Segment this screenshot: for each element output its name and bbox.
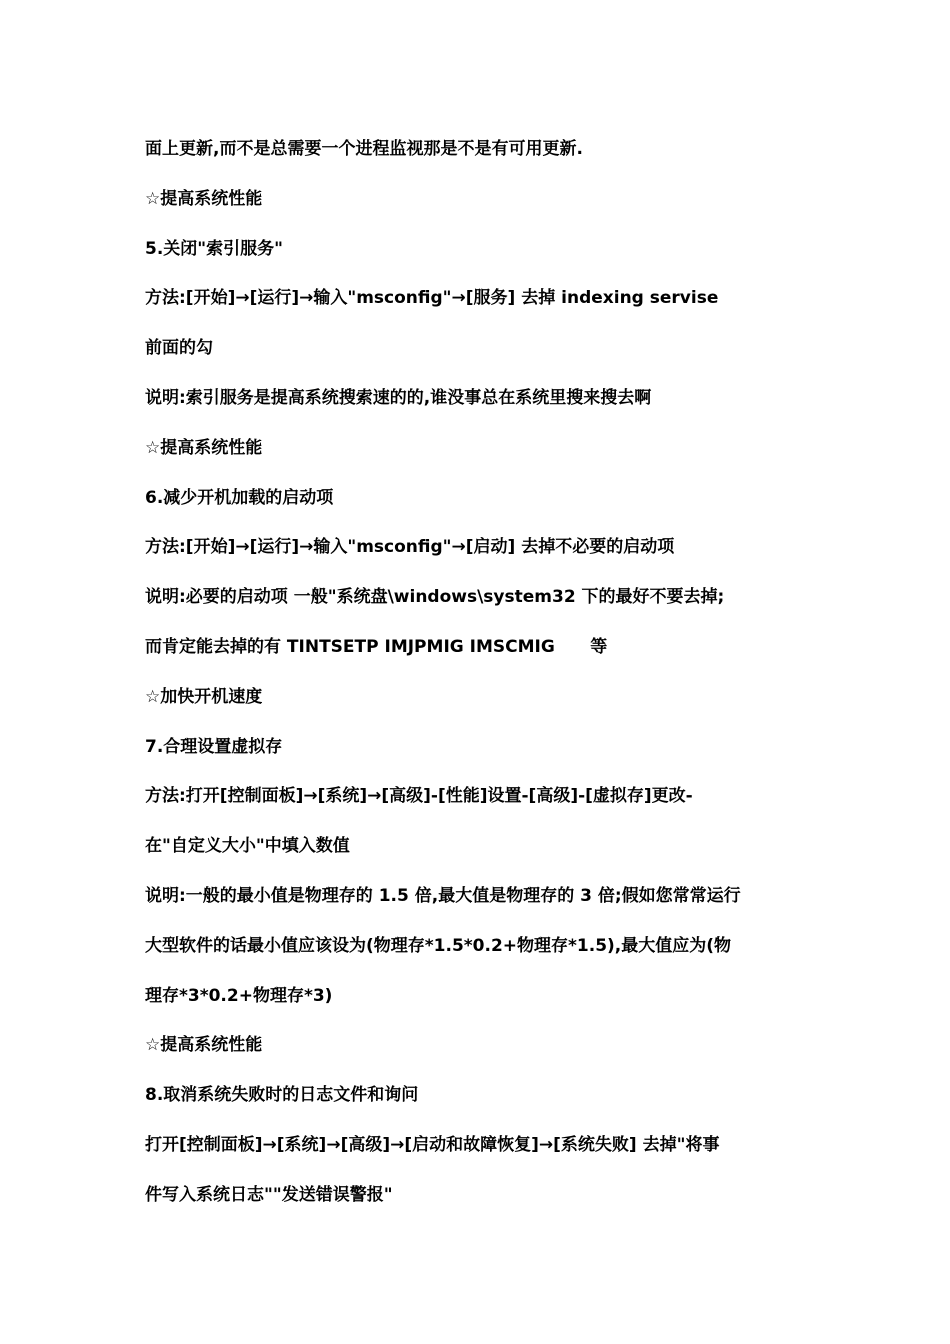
text-line: 理存*3*0.2+物理存*3) — [145, 985, 333, 1006]
section-tag: ☆提高系统性能 — [145, 188, 263, 209]
method-line: 打开[控制面板]→[系统]→[高级]→[启动和故障恢复]→[系统失败] 去掉"将事 — [145, 1134, 720, 1155]
section-tag: ☆加快开机速度 — [145, 686, 263, 707]
method-line: 方法:[开始]→[运行]→输入"msconfig"→[服务] 去掉 indexing servise — [145, 288, 719, 309]
text-line: 件写入系统日志""发送错误警报" — [145, 1184, 393, 1205]
section-heading: 5.关闭"索引服务" — [145, 238, 284, 259]
method-line: 方法:打开[控制面板]→[系统]→[高级]-[性能]设置-[高级]-[虚拟存]更改- — [145, 786, 693, 807]
section-heading: 8.取消系统失败时的日志文件和询问 — [145, 1085, 419, 1106]
text-line: 在"自定义大小"中填入数值 — [145, 836, 350, 857]
section-tag: ☆提高系统性能 — [145, 1035, 263, 1056]
note-line: 说明:索引服务是提高系统搜索速的的,谁没事总在系统里搜来搜去啊 — [145, 387, 652, 408]
note-line: 说明:一般的最小值是物理存的 1.5 倍,最大值是物理存的 3 倍;假如您常常运行 — [145, 885, 741, 906]
section-heading: 7.合理设置虚拟存 — [145, 736, 283, 757]
method-line: 方法:[开始]→[运行]→输入"msconfig"→[启动] 去掉不必要的启动项 — [145, 537, 675, 558]
text-line: 而肯定能去掉的有 TINTSETP IMJPMIG IMSCMIG 等 — [145, 636, 608, 657]
text-line: 大型软件的话最小值应该设为(物理存*1.5*0.2+物理存*1.5),最大值应为(物 — [145, 935, 732, 956]
text-line: 面上更新,而不是总需要一个进程监视那是不是有可用更新. — [145, 139, 583, 159]
section-tag: ☆提高系统性能 — [145, 437, 263, 458]
section-heading: 6.减少开机加载的启动项 — [145, 487, 334, 508]
document-body — [145, 125, 825, 1221]
note-line: 说明:必要的启动项 一般"系统盘\windows\system32 下的最好不要去掉; — [145, 587, 725, 608]
text-line: 前面的勾 — [145, 338, 213, 359]
